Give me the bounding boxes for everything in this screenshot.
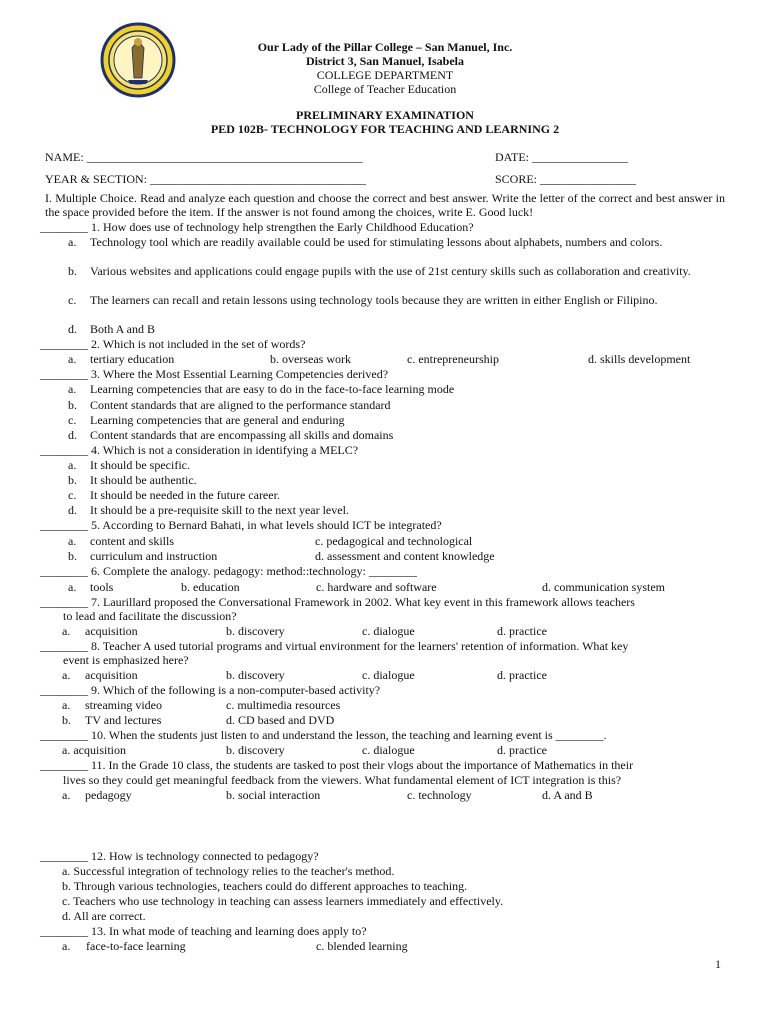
- question-4: ________ 4. Which is not a consideration in identifying a MELC?: [40, 443, 359, 457]
- q5-choice-a: content and skills: [90, 534, 174, 548]
- choice-letter: a.: [68, 580, 77, 594]
- choice-letter: d.: [68, 503, 77, 517]
- q13-choice-a: face-to-face learning: [86, 939, 186, 953]
- q6-choice-b: b. education: [181, 580, 240, 594]
- exam-title: PRELIMINARY EXAMINATION: [296, 108, 474, 122]
- q8-choice-b: b. discovery: [226, 668, 285, 682]
- question-2: ________ 2. Which is not included in the set of words?: [40, 337, 306, 351]
- q4-choice-c: It should be needed in the future career.: [90, 488, 280, 502]
- question-3: ________ 3. Where the Most Essential Learning Competencies derived?: [40, 367, 389, 381]
- q6-choice-a: tools: [90, 580, 114, 594]
- q5-choice-b: curriculum and instruction: [90, 549, 218, 563]
- q6-choice-c: c. hardware and software: [316, 580, 437, 594]
- header-block: [180, 40, 590, 96]
- q4-choice-a: It should be specific.: [90, 458, 190, 472]
- q9-choice-b: TV and lectures: [85, 713, 162, 727]
- instructions: I. Multiple Choice. Read and analyze each question and choose the correct and best answer. Write the letter of the correct and best answer in the space provided before the item. If the answer is not found among the choices, write E. Good luck!: [45, 191, 725, 219]
- q6-choice-d: d. communication system: [542, 580, 665, 594]
- exam-title-block: [130, 108, 640, 136]
- q8-choice-c: c. dialogue: [362, 668, 415, 682]
- q7-choice-c: c. dialogue: [362, 624, 415, 638]
- q3-choice-c: Learning competencies that are general and enduring: [90, 413, 345, 427]
- q12-choice-b: b. Through various technologies, teachers could do different approaches to teaching.: [62, 879, 468, 893]
- q2-choice-b: b. overseas work: [270, 352, 351, 366]
- q13-choice-c: c. blended learning: [316, 939, 408, 953]
- choice-letter: a.: [68, 534, 77, 548]
- q1-choice-b: Various websites and applications could engage pupils with the use of 21st century skills such as collaboration and creativity.: [90, 264, 691, 278]
- q3-choice-b: Content standards that are aligned to the performance standard: [90, 398, 391, 412]
- name-field[interactable]: NAME: ______________________________________________: [45, 150, 363, 164]
- q3-choice-a: Learning competencies that are easy to do in the face-to-face learning mode: [90, 382, 455, 396]
- department: COLLEGE DEPARTMENT: [316, 68, 454, 82]
- q2-choice-d: d. skills development: [588, 352, 691, 366]
- school-address: District 3, San Manuel, Isabela: [305, 54, 464, 68]
- question-6: ________ 6. Complete the analogy. pedagogy: method::technology: ________: [40, 564, 417, 578]
- college-name: College of Teacher Education: [313, 82, 457, 96]
- question-10: ________ 10. When the students just listen to and understand the lesson, the teaching and learning event is ________.: [40, 728, 607, 742]
- choice-letter: b.: [62, 713, 71, 727]
- q11-choice-a: pedagogy: [85, 788, 132, 802]
- choice-letter: d.: [68, 322, 77, 336]
- date-field[interactable]: DATE: ________________: [495, 150, 628, 164]
- q5-choice-c: c. pedagogical and technological: [315, 534, 473, 548]
- choice-letter: d.: [68, 428, 77, 442]
- question-12: ________ 12. How is technology connected to pedagogy?: [40, 849, 319, 863]
- question-11: ________ 11. In the Grade 10 class, the students are tasked to post their vlogs about the importance of Mathematics in their: [40, 758, 634, 772]
- question-9: ________ 9. Which of the following is a non-computer-based activity?: [40, 683, 381, 697]
- q2-choice-c: c. entrepreneurship: [407, 352, 499, 366]
- student-fields: [45, 150, 725, 194]
- school-name: Our Lady of the Pillar College – San Manuel, Inc.: [257, 40, 513, 54]
- q9-choice-d: d. CD based and DVD: [226, 713, 335, 727]
- q10-choice-d: d. practice: [497, 743, 547, 757]
- choice-letter: b.: [68, 473, 77, 487]
- q9-choice-a: streaming video: [85, 698, 162, 712]
- course-title: PED 102B- TECHNOLOGY FOR TEACHING AND LEARNING 2: [210, 122, 560, 136]
- college-seal-logo: [100, 22, 176, 98]
- choice-letter: c.: [68, 293, 77, 307]
- choice-letter: a.: [68, 382, 77, 396]
- year-section-field[interactable]: YEAR & SECTION: ____________________________________: [45, 172, 366, 186]
- question-1: ________ 1. How does use of technology help strengthen the Early Childhood Education?: [40, 220, 474, 234]
- question-7-cont: to lead and facilitate the discussion?: [63, 609, 237, 623]
- q9-choice-c: c. multimedia resources: [226, 698, 341, 712]
- q12-choice-a: a. Successful integration of technology relies to the teacher's method.: [62, 864, 395, 878]
- choice-letter: c.: [68, 413, 77, 427]
- choice-letter: b.: [68, 264, 77, 278]
- q1-choice-d: Both A and B: [90, 322, 156, 336]
- q7-choice-b: b. discovery: [226, 624, 285, 638]
- q10-choice-c: c. dialogue: [362, 743, 415, 757]
- score-field[interactable]: SCORE: ________________: [495, 172, 637, 186]
- choice-letter: a.: [62, 788, 71, 802]
- q8-choice-a: acquisition: [85, 668, 138, 682]
- q10-choice-a: a. acquisition: [62, 743, 126, 757]
- choice-letter: a.: [62, 624, 71, 638]
- choice-letter: a.: [62, 698, 71, 712]
- choice-letter: a.: [68, 352, 77, 366]
- question-8: ________ 8. Teacher A used tutorial programs and virtual environment for the learners' retention of information. What key: [40, 639, 629, 653]
- choice-letter: a.: [62, 939, 71, 953]
- choice-letter: b.: [68, 549, 77, 563]
- question-11-cont: lives so they could get meaningful feedback from the viewers. What fundamental element of ICT integration is this?: [63, 773, 622, 787]
- q7-choice-d: d. practice: [497, 624, 547, 638]
- question-5: ________ 5. According to Bernard Bahati, in what levels should ICT be integrated?: [40, 518, 442, 532]
- q7-choice-a: acquisition: [85, 624, 138, 638]
- question-7: ________ 7. Laurillard proposed the Conversational Framework in 2002. What key event in this framework allows teachers: [40, 595, 635, 609]
- q12-choice-d: d. All are correct.: [62, 909, 146, 923]
- q4-choice-b: It should be authentic.: [90, 473, 197, 487]
- q12-choice-c: c. Teachers who use technology in teaching can assess learners immediately and effectively.: [62, 894, 504, 908]
- page-number: 1: [715, 957, 721, 971]
- choice-letter: a.: [62, 668, 71, 682]
- question-13: ________ 13. In what mode of teaching and learning does apply to?: [40, 924, 367, 938]
- q5-choice-d: d. assessment and content knowledge: [315, 549, 495, 563]
- q11-choice-b: b. social interaction: [226, 788, 321, 802]
- q1-choice-a: Technology tool which are readily available could be used for stimulating lessons about alphabets, numbers and colors.: [90, 235, 663, 249]
- q10-choice-b: b. discovery: [226, 743, 285, 757]
- choice-letter: c.: [68, 488, 77, 502]
- q2-choice-a: tertiary education: [90, 352, 175, 366]
- choice-letter: b.: [68, 398, 77, 412]
- question-8-cont: event is emphasized here?: [63, 653, 189, 667]
- q11-choice-c: c. technology: [407, 788, 472, 802]
- choice-letter: a.: [68, 458, 77, 472]
- q1-choice-c: The learners can recall and retain lessons using technology tools because they are written in either English or Filipino.: [90, 293, 658, 307]
- q4-choice-d: It should be a pre-requisite skill to the next year level.: [90, 503, 349, 517]
- choice-letter: a.: [68, 235, 77, 249]
- q3-choice-d: Content standards that are encompassing all skills and domains: [90, 428, 394, 442]
- q11-choice-d: d. A and B: [542, 788, 593, 802]
- q8-choice-d: d. practice: [497, 668, 547, 682]
